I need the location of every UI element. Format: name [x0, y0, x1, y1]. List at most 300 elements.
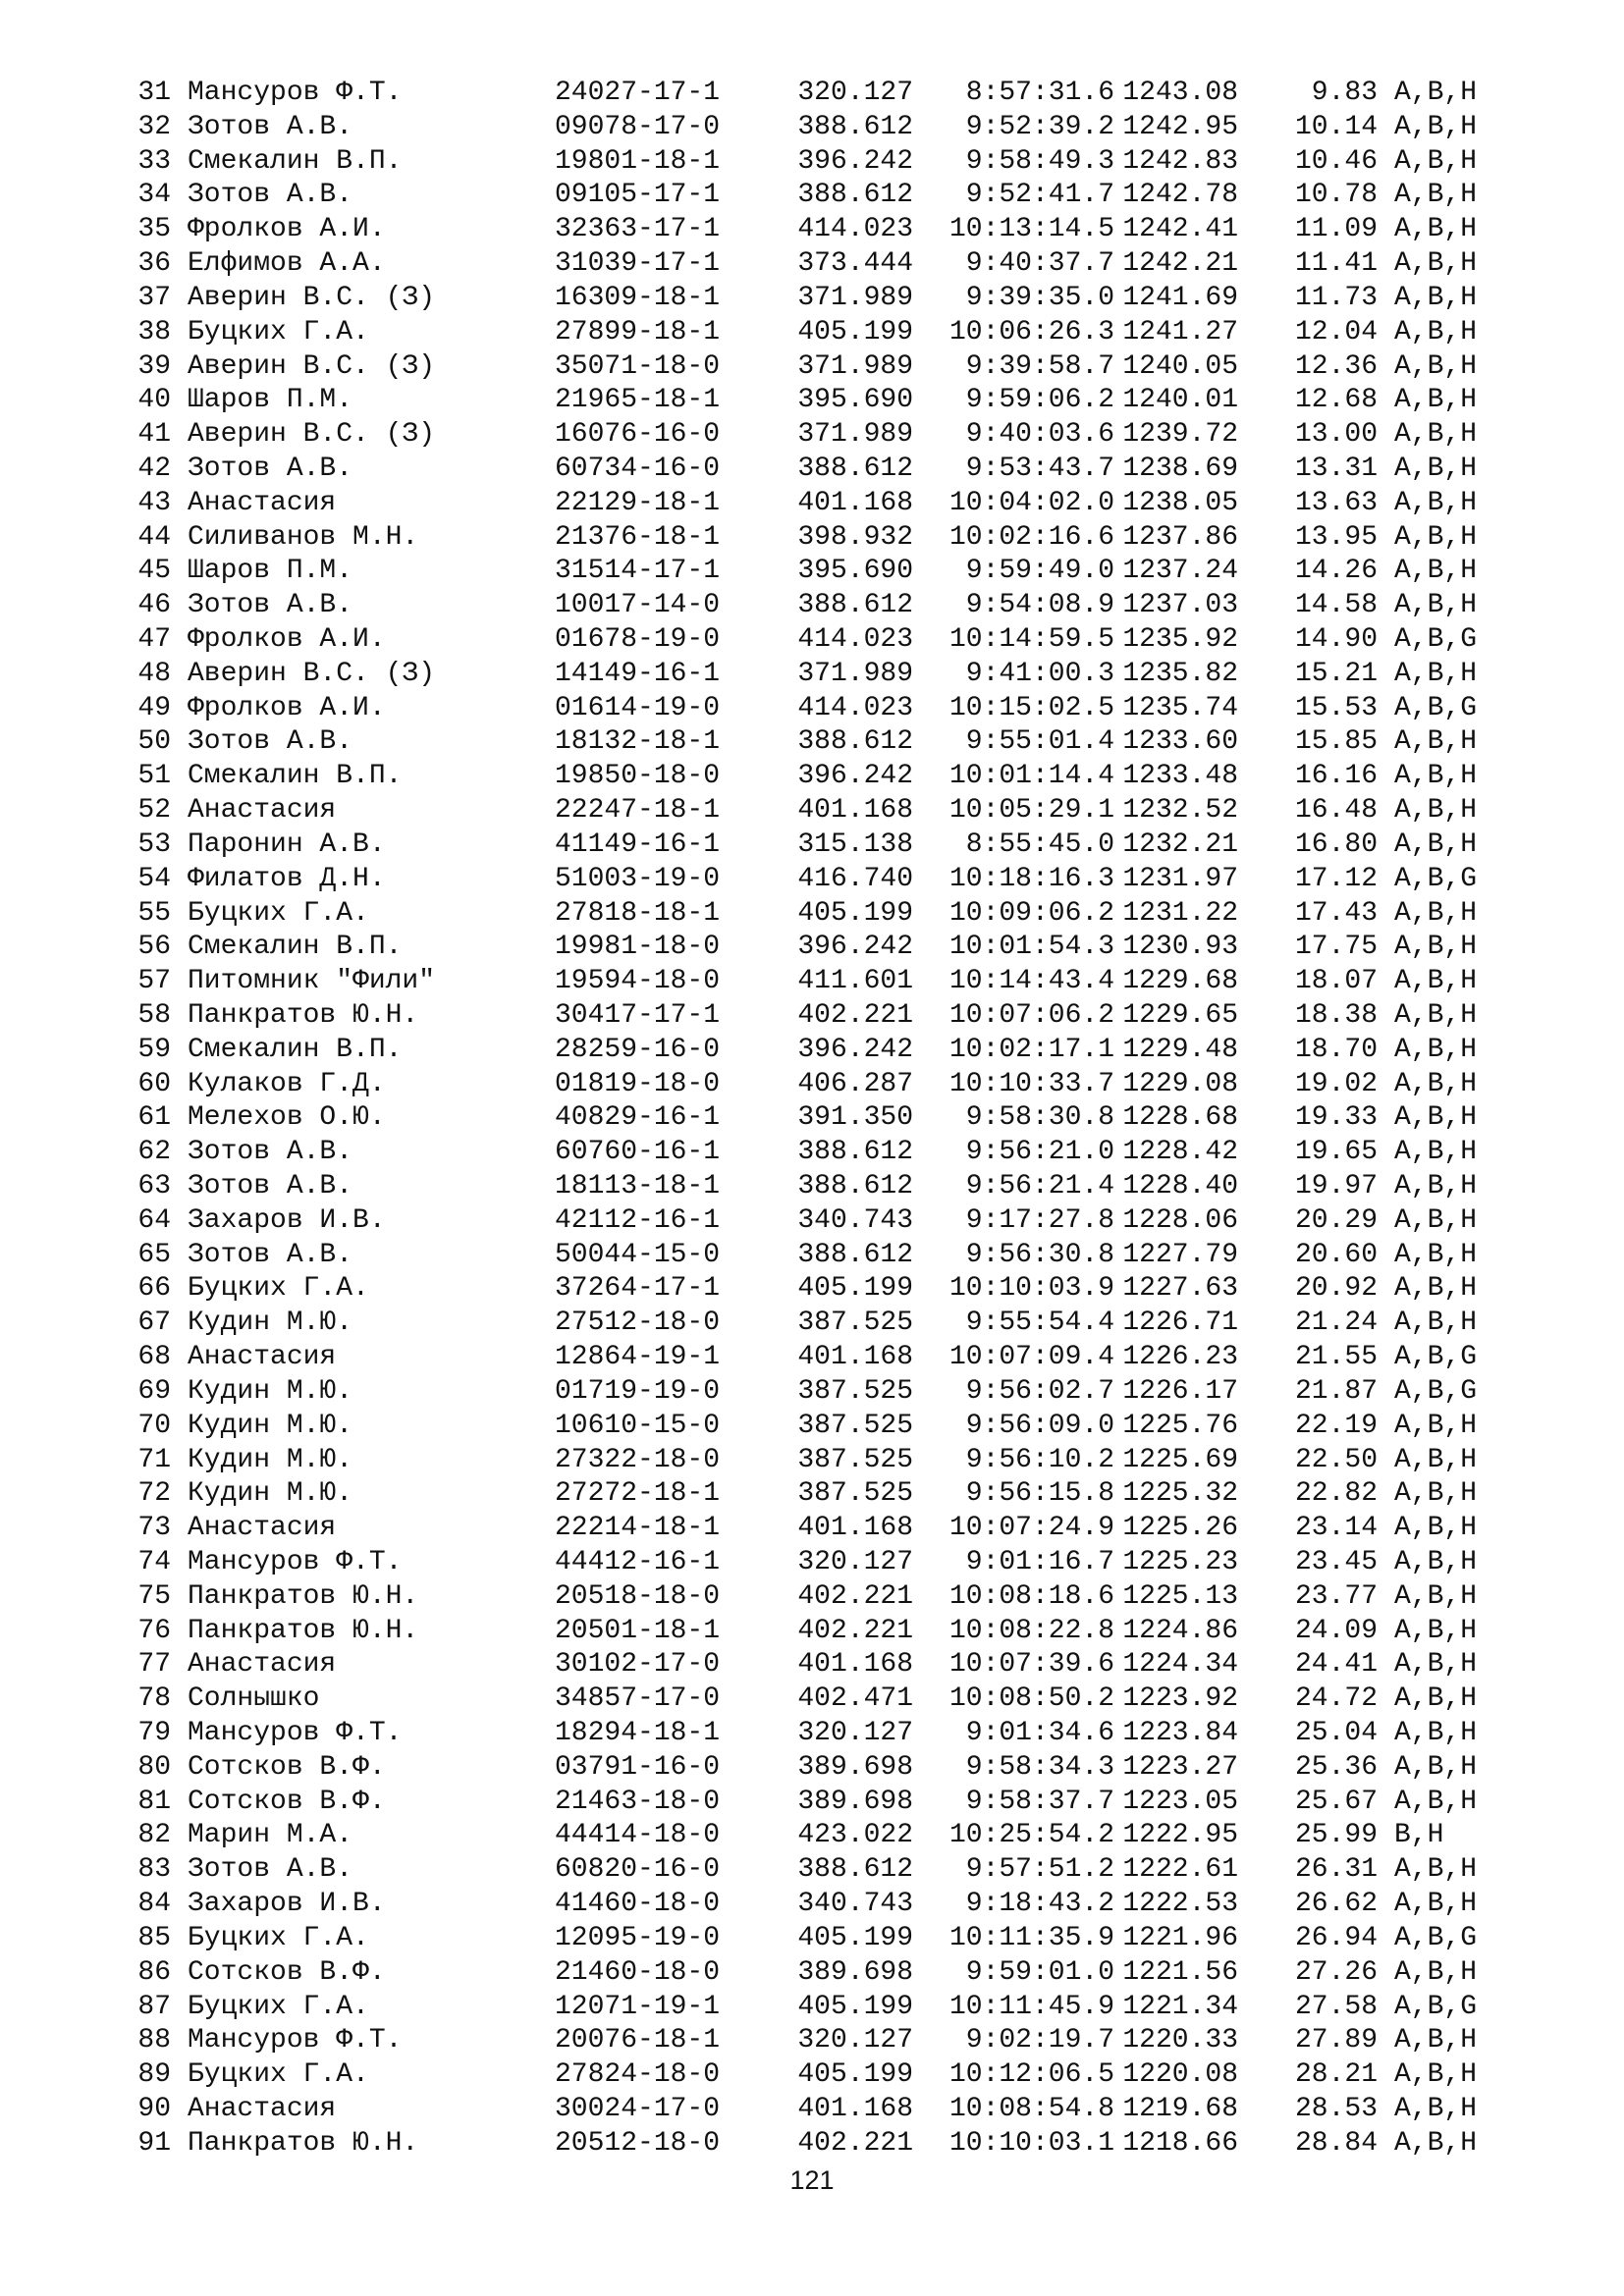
result-row — [134, 1272, 1502, 1307]
distance: 320.127 — [797, 1718, 913, 1748]
row-number: 79 — [137, 1718, 171, 1748]
row-number: 77 — [137, 1649, 171, 1681]
speed: 1237.03 — [1122, 590, 1238, 621]
speed: 1235.82 — [1122, 658, 1238, 689]
distance: 388.612 — [797, 590, 913, 621]
speed: 1225.76 — [1122, 1410, 1238, 1441]
arrival-time: 8:55:45.0 — [965, 828, 1114, 860]
result-row — [134, 1512, 1502, 1546]
distance: 414.023 — [797, 624, 913, 655]
classes: A,B,H — [1394, 590, 1478, 621]
distance: 416.740 — [797, 863, 913, 894]
coefficient: 19.65 — [1294, 1137, 1378, 1168]
distance: 389.698 — [797, 1751, 913, 1783]
arrival-time: 9:01:16.7 — [965, 1546, 1114, 1577]
row-number: 52 — [137, 795, 171, 827]
row-number: 67 — [137, 1308, 171, 1339]
row-number: 32 — [137, 111, 171, 142]
coefficient: 21.87 — [1294, 1375, 1378, 1407]
classes: A,B,H — [1394, 761, 1478, 792]
classes: A,B,H — [1394, 556, 1478, 587]
result-row — [134, 1853, 1502, 1888]
result-row — [134, 1410, 1502, 1444]
distance: 387.525 — [797, 1410, 913, 1441]
speed: 1240.01 — [1122, 385, 1238, 416]
coefficient: 17.43 — [1294, 897, 1378, 929]
classes: A,B,G — [1394, 624, 1478, 655]
speed: 1238.69 — [1122, 453, 1238, 484]
fancier-name: Мансуров Ф.Т. — [188, 1718, 403, 1748]
arrival-time: 9:58:34.3 — [965, 1751, 1114, 1783]
ring-number: 41460-18-0 — [555, 1889, 721, 1920]
fancier-name: Панкратов Ю.Н. — [188, 2127, 419, 2159]
coefficient: 16.80 — [1294, 828, 1378, 860]
distance: 398.932 — [797, 521, 913, 553]
arrival-time: 9:52:41.7 — [965, 180, 1114, 211]
classes: A,B,H — [1394, 2025, 1478, 2056]
ring-number: 20518-18-0 — [555, 1580, 721, 1612]
arrival-time: 10:14:59.5 — [948, 624, 1114, 655]
ring-number: 19594-18-0 — [555, 966, 721, 997]
fancier-name: Кудин М.Ю. — [188, 1375, 353, 1407]
ring-number: 01614-19-0 — [555, 692, 721, 723]
fancier-name: Зотов А.В. — [188, 453, 353, 484]
coefficient: 28.21 — [1294, 2059, 1378, 2091]
speed: 1228.42 — [1122, 1137, 1238, 1168]
ring-number: 09078-17-0 — [555, 111, 721, 142]
ring-number: 12095-19-0 — [555, 1922, 721, 1953]
result-row — [134, 760, 1502, 794]
row-number: 58 — [137, 999, 171, 1031]
fancier-name: Буцких Г.А. — [188, 897, 369, 929]
coefficient: 14.90 — [1294, 624, 1378, 655]
classes: A,B,H — [1394, 726, 1478, 758]
ring-number: 18294-18-1 — [555, 1718, 721, 1748]
classes: A,B,H — [1394, 1683, 1478, 1715]
speed: 1231.97 — [1122, 863, 1238, 894]
coefficient: 18.07 — [1294, 966, 1378, 997]
coefficient: 28.53 — [1294, 2093, 1378, 2124]
classes: A,B,H — [1394, 1786, 1478, 1817]
arrival-time: 10:10:03.1 — [948, 2127, 1114, 2159]
fancier-name: Солнышко — [188, 1683, 320, 1715]
classes: A,B,H — [1394, 316, 1478, 347]
coefficient: 20.29 — [1294, 1204, 1378, 1236]
row-number: 33 — [137, 145, 171, 177]
arrival-time: 10:08:22.8 — [948, 1615, 1114, 1646]
classes: A,B,G — [1394, 1991, 1478, 2022]
speed: 1229.65 — [1122, 999, 1238, 1031]
coefficient: 15.21 — [1294, 658, 1378, 689]
distance: 371.989 — [797, 282, 913, 313]
arrival-time: 9:55:01.4 — [965, 726, 1114, 758]
row-number: 66 — [137, 1273, 171, 1305]
arrival-time: 9:56:09.0 — [965, 1410, 1114, 1441]
arrival-time: 8:57:31.6 — [965, 78, 1114, 108]
ring-number: 30024-17-0 — [555, 2093, 721, 2124]
result-row — [134, 1888, 1502, 1922]
arrival-time: 9:56:21.0 — [965, 1137, 1114, 1168]
ring-number: 01678-19-0 — [555, 624, 721, 655]
coefficient: 23.45 — [1294, 1546, 1378, 1577]
speed: 1242.83 — [1122, 145, 1238, 177]
arrival-time: 9:56:10.2 — [965, 1444, 1114, 1475]
classes: A,B,H — [1394, 2059, 1478, 2091]
speed: 1222.53 — [1122, 1889, 1238, 1920]
coefficient: 19.33 — [1294, 1102, 1378, 1134]
fancier-name: Смекалин В.П. — [188, 761, 403, 792]
row-number: 83 — [137, 1854, 171, 1886]
speed: 1224.86 — [1122, 1615, 1238, 1646]
row-number: 82 — [137, 1820, 171, 1851]
row-number: 90 — [137, 2093, 171, 2124]
distance: 388.612 — [797, 1171, 913, 1201]
speed: 1225.32 — [1122, 1478, 1238, 1510]
row-number: 44 — [137, 521, 171, 553]
speed: 1228.68 — [1122, 1102, 1238, 1134]
classes: A,B,H — [1394, 1137, 1478, 1168]
result-row — [134, 384, 1502, 418]
fancier-name: Зотов А.В. — [188, 1239, 353, 1270]
ring-number: 40829-16-1 — [555, 1102, 721, 1134]
distance: 387.525 — [797, 1308, 913, 1339]
result-row — [134, 623, 1502, 658]
distance: 389.698 — [797, 1786, 913, 1817]
classes: A,B,H — [1394, 1615, 1478, 1646]
result-row — [134, 1444, 1502, 1478]
speed: 1222.61 — [1122, 1854, 1238, 1886]
ring-number: 31039-17-1 — [555, 248, 721, 280]
distance: 387.525 — [797, 1375, 913, 1407]
distance: 405.199 — [797, 1991, 913, 2022]
classes: A,B,H — [1394, 1649, 1478, 1681]
coefficient: 22.50 — [1294, 1444, 1378, 1475]
distance: 401.168 — [797, 795, 913, 827]
result-row — [134, 247, 1502, 282]
row-number: 89 — [137, 2059, 171, 2091]
arrival-time: 10:09:06.2 — [948, 897, 1114, 929]
coefficient: 13.95 — [1294, 521, 1378, 553]
classes: A,B,H — [1394, 1444, 1478, 1475]
speed: 1242.41 — [1122, 214, 1238, 245]
row-number: 60 — [137, 1068, 171, 1099]
ring-number: 50044-15-0 — [555, 1239, 721, 1270]
coefficient: 13.63 — [1294, 487, 1378, 518]
speed: 1229.68 — [1122, 966, 1238, 997]
ring-number: 20501-18-1 — [555, 1615, 721, 1646]
row-number: 69 — [137, 1375, 171, 1407]
fancier-name: Марин М.А. — [188, 1820, 353, 1851]
fancier-name: Аверин В.С. (З) — [188, 350, 436, 382]
classes: A,B,H — [1394, 419, 1478, 451]
ring-number: 19850-18-0 — [555, 761, 721, 792]
fancier-name: Анастасия — [188, 1649, 337, 1681]
distance: 405.199 — [797, 897, 913, 929]
fancier-name: Силиванов М.Н. — [188, 521, 419, 553]
speed: 1227.63 — [1122, 1273, 1238, 1305]
coefficient: 16.48 — [1294, 795, 1378, 827]
row-number: 78 — [137, 1683, 171, 1715]
speed: 1240.05 — [1122, 350, 1238, 382]
distance: 395.690 — [797, 385, 913, 416]
fancier-name: Фролков А.И. — [188, 692, 386, 723]
speed: 1227.79 — [1122, 1239, 1238, 1270]
speed: 1218.66 — [1122, 2127, 1238, 2159]
speed: 1223.27 — [1122, 1751, 1238, 1783]
row-number: 91 — [137, 2127, 171, 2159]
classes: A,B,H — [1394, 487, 1478, 518]
result-row — [134, 1239, 1502, 1273]
fancier-name: Зотов А.В. — [188, 1137, 353, 1168]
ring-number: 28259-16-0 — [555, 1034, 721, 1065]
speed: 1242.78 — [1122, 180, 1238, 211]
coefficient: 24.09 — [1294, 1615, 1378, 1646]
result-row — [134, 1307, 1502, 1341]
coefficient: 17.12 — [1294, 863, 1378, 894]
result-row — [134, 555, 1502, 589]
fancier-name: Панкратов Ю.Н. — [188, 1615, 419, 1646]
row-number: 76 — [137, 1615, 171, 1646]
row-number: 57 — [137, 966, 171, 997]
coefficient: 27.26 — [1294, 1956, 1378, 1988]
fancier-name: Зотов А.В. — [188, 590, 353, 621]
row-number: 51 — [137, 761, 171, 792]
result-row — [134, 1101, 1502, 1136]
result-row — [134, 2024, 1502, 2058]
arrival-time: 10:01:14.4 — [948, 761, 1114, 792]
row-number: 54 — [137, 863, 171, 894]
arrival-time: 10:07:24.9 — [948, 1513, 1114, 1544]
speed: 1232.52 — [1122, 795, 1238, 827]
classes: A,B,H — [1394, 1889, 1478, 1920]
coefficient: 16.16 — [1294, 761, 1378, 792]
speed: 1220.33 — [1122, 2025, 1238, 2056]
distance: 388.612 — [797, 1854, 913, 1886]
speed: 1222.95 — [1122, 1820, 1238, 1851]
row-number: 31 — [137, 78, 171, 108]
classes: A,B,H — [1394, 2127, 1478, 2159]
ring-number: 03791-16-0 — [555, 1751, 721, 1783]
classes: A,B,H — [1394, 828, 1478, 860]
coefficient: 27.89 — [1294, 2025, 1378, 2056]
row-number: 38 — [137, 316, 171, 347]
arrival-time: 9:01:34.6 — [965, 1718, 1114, 1748]
ring-number: 22247-18-1 — [555, 795, 721, 827]
coefficient: 19.97 — [1294, 1171, 1378, 1201]
speed: 1228.40 — [1122, 1171, 1238, 1201]
speed: 1223.84 — [1122, 1718, 1238, 1748]
distance: 388.612 — [797, 180, 913, 211]
arrival-time: 9:53:43.7 — [965, 453, 1114, 484]
arrival-time: 10:06:26.3 — [948, 316, 1114, 347]
row-number: 34 — [137, 180, 171, 211]
fancier-name: Кулаков Г.Д. — [188, 1068, 386, 1099]
distance: 395.690 — [797, 556, 913, 587]
fancier-name: Питомник "Фили" — [188, 966, 436, 997]
fancier-name: Зотов А.В. — [188, 726, 353, 758]
speed: 1237.24 — [1122, 556, 1238, 587]
speed: 1229.48 — [1122, 1034, 1238, 1065]
ring-number: 34857-17-0 — [555, 1683, 721, 1715]
coefficient: 10.14 — [1294, 111, 1378, 142]
row-number: 40 — [137, 385, 171, 416]
arrival-time: 9:59:49.0 — [965, 556, 1114, 587]
result-row — [134, 316, 1502, 350]
ring-number: 01719-19-0 — [555, 1375, 721, 1407]
distance: 388.612 — [797, 726, 913, 758]
coefficient: 11.09 — [1294, 214, 1378, 245]
ring-number: 14149-16-1 — [555, 658, 721, 689]
classes: A,B,H — [1394, 1273, 1478, 1305]
distance: 402.221 — [797, 999, 913, 1031]
fancier-name: Анастасия — [188, 795, 337, 827]
classes: A,B,H — [1394, 1204, 1478, 1236]
result-row — [134, 1786, 1502, 1820]
result-row — [134, 1341, 1502, 1375]
row-number: 36 — [137, 248, 171, 280]
result-row — [134, 77, 1502, 111]
ring-number: 22129-18-1 — [555, 487, 721, 518]
coefficient: 24.41 — [1294, 1649, 1378, 1681]
ring-number: 60820-16-0 — [555, 1854, 721, 1886]
arrival-time: 10:15:02.5 — [948, 692, 1114, 723]
ring-number: 16309-18-1 — [555, 282, 721, 313]
result-row — [134, 1580, 1502, 1615]
ring-number: 18132-18-1 — [555, 726, 721, 758]
arrival-time: 10:11:35.9 — [948, 1922, 1114, 1953]
arrival-time: 10:07:06.2 — [948, 999, 1114, 1031]
speed: 1242.21 — [1122, 248, 1238, 280]
coefficient: 20.92 — [1294, 1273, 1378, 1305]
row-number: 50 — [137, 726, 171, 758]
result-row — [134, 1991, 1502, 2025]
row-number: 87 — [137, 1991, 171, 2022]
distance: 396.242 — [797, 1034, 913, 1065]
distance: 388.612 — [797, 453, 913, 484]
classes: A,B,G — [1394, 692, 1478, 723]
coefficient: 25.36 — [1294, 1751, 1378, 1783]
coefficient: 28.84 — [1294, 2127, 1378, 2159]
ring-number: 21460-18-0 — [555, 1956, 721, 1988]
fancier-name: Анастасия — [188, 2093, 337, 2124]
speed: 1225.23 — [1122, 1546, 1238, 1577]
coefficient: 10.46 — [1294, 145, 1378, 177]
speed: 1230.93 — [1122, 932, 1238, 963]
fancier-name: Сотсков В.Ф. — [188, 1956, 386, 1988]
ring-number: 20512-18-0 — [555, 2127, 721, 2159]
speed: 1226.71 — [1122, 1308, 1238, 1339]
fancier-name: Шаров П.М. — [188, 556, 353, 587]
classes: A,B,H — [1394, 1068, 1478, 1099]
speed: 1231.22 — [1122, 897, 1238, 929]
result-row — [134, 1682, 1502, 1717]
fancier-name: Сотсков В.Ф. — [188, 1786, 386, 1817]
speed: 1235.92 — [1122, 624, 1238, 655]
fancier-name: Анастасия — [188, 1513, 337, 1544]
result-row — [134, 1477, 1502, 1512]
row-number: 56 — [137, 932, 171, 963]
classes: A,B,G — [1394, 1922, 1478, 1953]
ring-number: 27322-18-0 — [555, 1444, 721, 1475]
result-row — [134, 282, 1502, 316]
result-row — [134, 1034, 1502, 1068]
ring-number: 09105-17-1 — [555, 180, 721, 211]
distance: 411.601 — [797, 966, 913, 997]
row-number: 65 — [137, 1239, 171, 1270]
coefficient: 23.77 — [1294, 1580, 1378, 1612]
row-number: 35 — [137, 214, 171, 245]
result-row — [134, 2058, 1502, 2093]
coefficient: 18.38 — [1294, 999, 1378, 1031]
speed: 1233.48 — [1122, 761, 1238, 792]
classes: A,B,H — [1394, 453, 1478, 484]
arrival-time: 10:07:09.4 — [948, 1342, 1114, 1373]
speed: 1228.06 — [1122, 1204, 1238, 1236]
coefficient: 20.60 — [1294, 1239, 1378, 1270]
classes: A,B,H — [1394, 795, 1478, 827]
fancier-name: Мансуров Ф.Т. — [188, 1546, 403, 1577]
arrival-time: 10:04:02.0 — [948, 487, 1114, 518]
distance: 401.168 — [797, 487, 913, 518]
distance: 340.743 — [797, 1204, 913, 1236]
fancier-name: Захаров И.В. — [188, 1889, 386, 1920]
fancier-name: Зотов А.В. — [188, 180, 353, 211]
ring-number: 19801-18-1 — [555, 145, 721, 177]
arrival-time: 10:08:54.8 — [948, 2093, 1114, 2124]
coefficient: 24.72 — [1294, 1683, 1378, 1715]
distance: 402.221 — [797, 1615, 913, 1646]
coefficient: 22.82 — [1294, 1478, 1378, 1510]
arrival-time: 9:17:27.8 — [965, 1204, 1114, 1236]
fancier-name: Зотов А.В. — [188, 1171, 353, 1201]
result-row — [134, 2093, 1502, 2127]
row-number: 64 — [137, 1204, 171, 1236]
ring-number: 12071-19-1 — [555, 1991, 721, 2022]
coefficient: 15.85 — [1294, 726, 1378, 758]
row-number: 55 — [137, 897, 171, 929]
coefficient: 13.31 — [1294, 453, 1378, 484]
speed: 1233.60 — [1122, 726, 1238, 758]
ring-number: 19981-18-0 — [555, 932, 721, 963]
arrival-time: 10:11:45.9 — [948, 1991, 1114, 2022]
ring-number: 21965-18-1 — [555, 385, 721, 416]
distance: 371.989 — [797, 658, 913, 689]
distance: 401.168 — [797, 1513, 913, 1544]
result-row — [134, 179, 1502, 213]
classes: A,B,H — [1394, 282, 1478, 313]
result-row — [134, 145, 1502, 180]
arrival-time: 10:10:33.7 — [948, 1068, 1114, 1099]
coefficient: 21.55 — [1294, 1342, 1378, 1373]
distance: 391.350 — [797, 1102, 913, 1134]
ring-number: 60734-16-0 — [555, 453, 721, 484]
row-number: 37 — [137, 282, 171, 313]
coefficient: 13.00 — [1294, 419, 1378, 451]
ring-number: 44412-16-1 — [555, 1546, 721, 1577]
row-number: 39 — [137, 350, 171, 382]
ring-number: 60760-16-1 — [555, 1137, 721, 1168]
coefficient: 12.36 — [1294, 350, 1378, 382]
ring-number: 12864-19-1 — [555, 1342, 721, 1373]
result-row — [134, 589, 1502, 623]
result-row — [134, 897, 1502, 932]
arrival-time: 9:56:30.8 — [965, 1239, 1114, 1270]
fancier-name: Панкратов Ю.Н. — [188, 999, 419, 1031]
coefficient: 10.78 — [1294, 180, 1378, 211]
coefficient: 11.41 — [1294, 248, 1378, 280]
coefficient: 26.31 — [1294, 1854, 1378, 1886]
ring-number: 22214-18-1 — [555, 1513, 721, 1544]
